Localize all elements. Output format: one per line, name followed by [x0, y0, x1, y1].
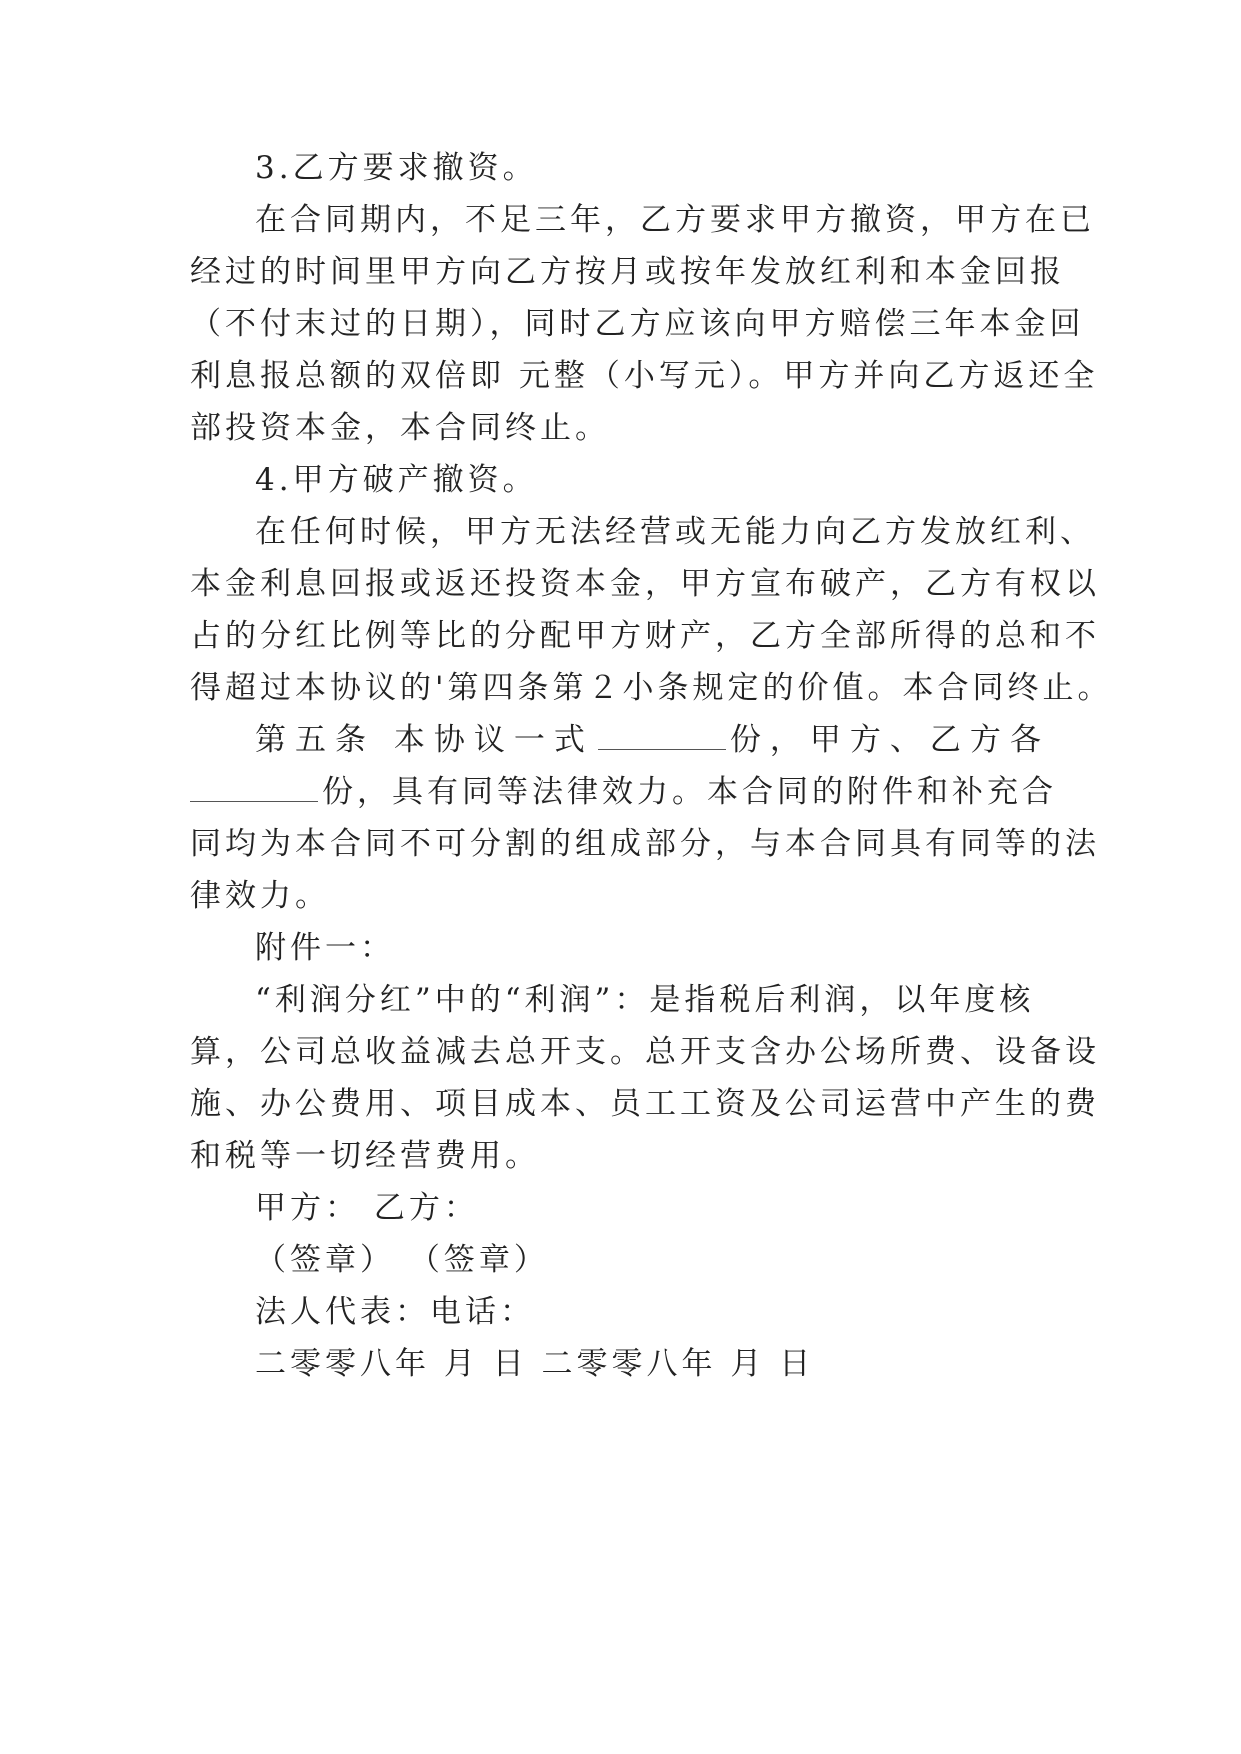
article-5-line-2 — [190, 772, 1057, 812]
signature-dates: 二零零八年 月 日 二零零八年 月 日 — [255, 1346, 815, 1382]
attachment-heading: 附件一： — [255, 930, 395, 966]
article-5-line-1 — [255, 720, 1050, 760]
paragraph-line: 在任何时候，甲方无法经营或无能力向乙方发放红利、 — [255, 514, 1095, 550]
paragraph-line: 算，公司总收益减去总开支。总开支含办公场所费、设备设 — [190, 1034, 1100, 1070]
paragraph-line: 律效力。 — [190, 878, 330, 914]
signature-seals: （签章） （签章） — [255, 1242, 549, 1278]
article-5-text: 第五条 本协议一式 — [255, 722, 594, 758]
paragraph-line: 施、办公费用、项目成本、员工工资及公司运营中产生的费 — [190, 1086, 1100, 1122]
signature-representative: 法人代表：电话： — [255, 1294, 535, 1330]
copies-total-blank — [598, 721, 726, 750]
paragraph-line: “利润分红”中的“利润”：是指税后利润，以年度核 — [255, 982, 1035, 1018]
article-5-text: 份，甲方、乙方各 — [729, 722, 1050, 758]
paragraph-line: 部投资本金，本合同终止。 — [190, 410, 610, 446]
clause-4-heading: 4.甲方破产撤资。 — [255, 462, 538, 498]
copies-each-blank — [190, 773, 318, 802]
paragraph-line: 经过的时间里甲方向乙方按月或按年发放红利和本金回报 — [190, 254, 1065, 290]
paragraph-line: 占的分红比例等比的分配甲方财产，乙方全部所得的总和不 — [190, 618, 1100, 654]
paragraph-line: 本金利息回报或返还投资本金，甲方宣布破产，乙方有权以 — [190, 566, 1100, 602]
paragraph-line: 和税等一切经营费用。 — [190, 1138, 540, 1174]
article-5-text: 份，具有同等法律效力。本合同的附件和补充合 — [322, 774, 1057, 810]
paragraph-line: 在合同期内，不足三年，乙方要求甲方撤资，甲方在已 — [255, 202, 1095, 238]
clause-3-heading: 3.乙方要求撤资。 — [255, 150, 538, 186]
signature-parties: 甲方： 乙方： — [255, 1190, 479, 1226]
paragraph-line: 同均为本合同不可分割的组成部分，与本合同具有同等的法 — [190, 826, 1100, 862]
paragraph-line: 利息报总额的双倍即 元整（小写元）。甲方并向乙方返还全 — [190, 358, 1099, 394]
paragraph-line: 得超过本协议的'第四条第２小条规定的价值。本合同终止。 — [190, 670, 1113, 706]
paragraph-line: （不付末过的日期），同时乙方应该向甲方赔偿三年本金回 — [190, 306, 1085, 342]
